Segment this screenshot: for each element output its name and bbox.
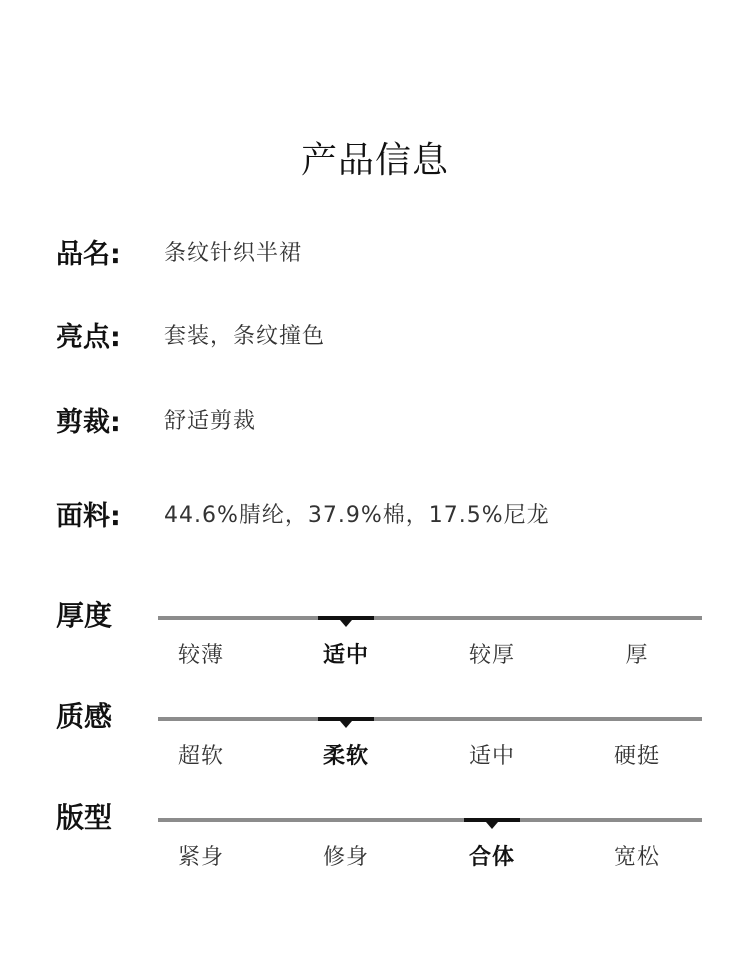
scale-thickness: [0, 600, 750, 690]
scale-option: 硬挺: [613, 744, 660, 769]
info-row-cut: [56, 399, 256, 439]
info-label-cut: 剪裁:: [56, 406, 121, 438]
scale-option: 超软: [177, 744, 224, 769]
info-value-name: 条纹针织半裙: [164, 240, 303, 266]
scale-option: 宽松: [613, 845, 660, 870]
scale-option-selected: 合体: [468, 845, 515, 870]
scale-track-fit: [158, 818, 702, 822]
scale-option: 适中: [468, 744, 515, 769]
scale-option: 修身: [322, 845, 369, 870]
scale-marker-thickness: [318, 616, 374, 620]
scale-track-texture: [158, 717, 702, 721]
info-label-highlight: 亮点:: [56, 321, 121, 353]
scale-marker-fit: [464, 818, 520, 822]
scale-option: 厚: [625, 643, 649, 668]
scale-option-selected: 适中: [322, 643, 369, 668]
page-title: 产品信息: [300, 140, 449, 181]
scale-label-thickness: 厚度: [56, 599, 113, 632]
scale-label-fit: 版型: [56, 801, 113, 834]
scale-marker-texture: [318, 717, 374, 721]
scale-option: 较厚: [468, 643, 515, 668]
scale-option: 较薄: [177, 643, 224, 668]
scale-option-selected: 柔软: [322, 744, 369, 769]
scale-option: 紧身: [177, 845, 224, 870]
info-value-cut: 舒适剪裁: [164, 408, 257, 434]
info-value-highlight: 套装，条纹撞色: [164, 323, 326, 349]
info-row-fabric: [56, 493, 550, 533]
scale-track-thickness: [158, 616, 702, 620]
info-value-fabric: 44.6%腈纶，37.9%棉，17.5%尼龙: [164, 502, 550, 528]
scale-fit: [0, 802, 750, 892]
info-row-name: [56, 231, 302, 271]
scale-texture: [0, 701, 750, 791]
info-row-highlight: [56, 314, 325, 354]
scale-label-texture: 质感: [56, 700, 113, 733]
info-label-name: 品名:: [56, 238, 121, 270]
info-label-fabric: 面料:: [56, 500, 121, 532]
